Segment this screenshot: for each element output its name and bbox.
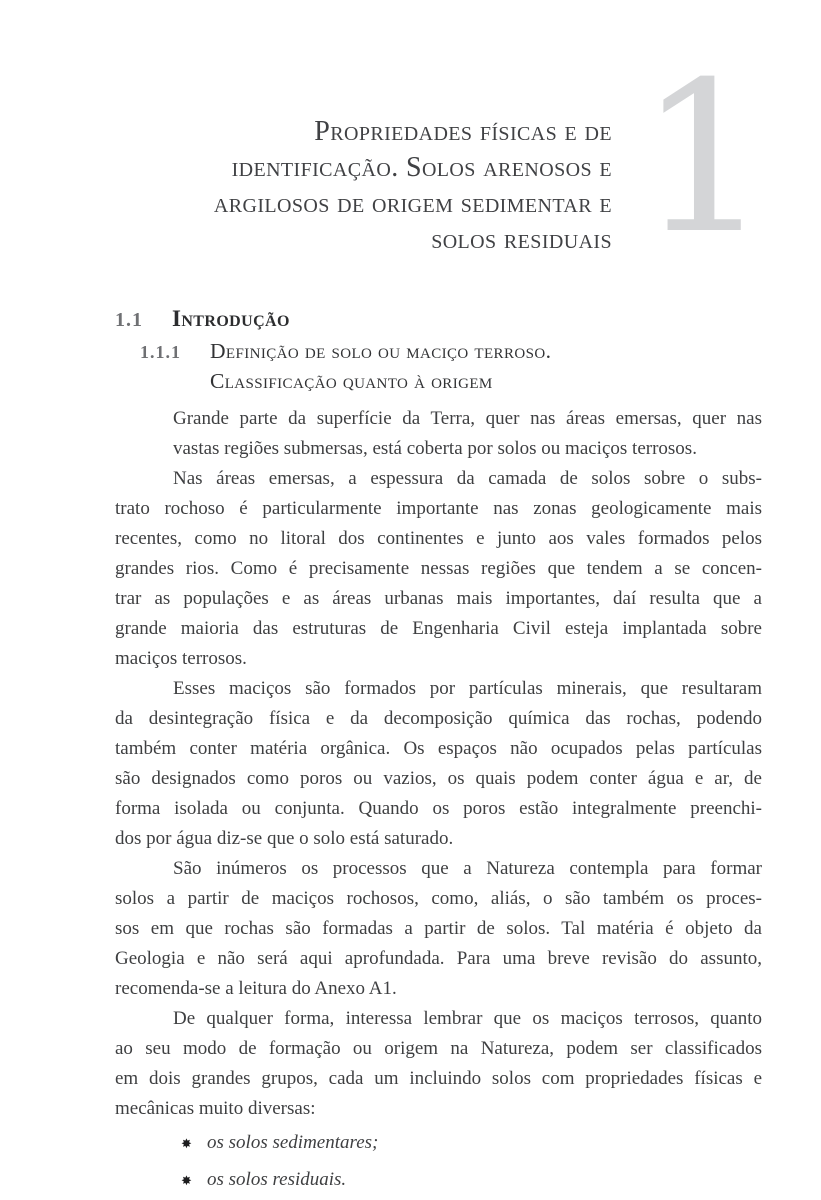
subsection-heading xyxy=(115,336,762,366)
bullet-list xyxy=(115,1132,762,1200)
paragraph xyxy=(115,1004,762,1124)
text-line: recomenda-se a leitura do Anexo A1. xyxy=(115,978,397,999)
subsection-heading-line2 xyxy=(115,366,762,396)
text-line: Esses maciços são formados por partículas minerais, que resultaram xyxy=(173,678,762,699)
text-line: grandes rios. Como é precisamente nessas regiões que tendem a se concen- xyxy=(115,558,762,579)
text-line: maciços terrosos. xyxy=(115,648,247,669)
section-number: 1.1 xyxy=(115,309,143,331)
text-line: também conter matéria orgânica. Os espaços não ocupados pelas partículas xyxy=(115,738,762,759)
chapter-title-line: identificação. Solos arenosos e xyxy=(231,152,612,183)
text-line: Grande parte da superfície da Terra, quer nas áreas emersas, quer nas xyxy=(173,408,762,429)
text-line: trar as populações e as áreas urbanas mais importantes, daí resulta que a xyxy=(115,588,762,609)
subsection-number: 1.1.1 xyxy=(140,342,181,362)
text-line: ao seu modo de formação ou origem na Natureza, podem ser classificados xyxy=(115,1038,762,1059)
star-bullet-icon: ✸ xyxy=(181,1137,192,1152)
bullet-text: os solos residuais. xyxy=(207,1169,347,1190)
text-line: São inúmeros os processos que a Natureza contempla para formar xyxy=(173,858,762,879)
text-line: solos a partir de maciços rochosos, como, aliás, o são também os proces- xyxy=(115,888,762,909)
paragraph xyxy=(115,854,762,1004)
text-line: Nas áreas emersas, a espessura da camada de solos sobre o subs- xyxy=(173,468,762,489)
text-line: da desintegração física e da decomposição química das rochas, podendo xyxy=(115,708,762,729)
chapter-title-line: Propriedades físicas e de xyxy=(314,116,612,147)
text-line: recentes, como no litoral dos continentes e junto aos vales formados pelos xyxy=(115,528,762,549)
text-line: grande maioria das estruturas de Engenharia Civil esteja implantada sobre xyxy=(115,618,762,639)
text-line: são designados como poros ou vazios, os quais podem conter água e ar, de xyxy=(115,768,762,789)
subsection-title-line2: Classificação quanto à origem xyxy=(210,369,493,393)
chapter-number: 1 xyxy=(638,38,771,280)
text-line: trato rochoso é particularmente importante nas zonas geologicamente mais xyxy=(115,498,762,519)
text-line: em dois grandes grupos, cada um incluindo solos com propriedades físicas e xyxy=(115,1068,762,1089)
chapter-title-line: argilosos de origem sedimentar e xyxy=(213,188,612,219)
text-line: De qualquer forma, interessa lembrar que os maciços terrosos, quanto xyxy=(173,1008,762,1029)
bullet-item xyxy=(181,1132,762,1169)
text-line: sos em que rochas são formadas a partir de solos. Tal matéria é objeto da xyxy=(115,918,762,939)
chapter-title-line: solos residuais xyxy=(431,224,612,255)
text-line: dos por água diz-se que o solo está saturado. xyxy=(115,828,454,849)
subsection-title-line1: Definição de solo ou maciço terroso. xyxy=(210,339,552,363)
text-line: vastas regiões submersas, está coberta por solos ou maciços terrosos. xyxy=(173,438,697,459)
page-content xyxy=(115,306,762,1200)
paragraph xyxy=(115,404,762,464)
bullet-item xyxy=(181,1169,762,1200)
section-title: Introdução xyxy=(172,306,290,331)
bullet-text: os solos sedimentares; xyxy=(207,1132,379,1153)
section-heading xyxy=(115,306,762,332)
star-bullet-icon: ✸ xyxy=(181,1174,192,1189)
chapter-title xyxy=(115,114,612,258)
text-line: forma isolada ou conjunta. Quando os poros estão integralmente preenchi- xyxy=(115,798,762,819)
body-paragraphs xyxy=(115,404,762,1124)
paragraph xyxy=(115,464,762,674)
paragraph xyxy=(115,674,762,854)
text-line: Geologia e não será aqui aprofundada. Para uma breve revisão do assunto, xyxy=(115,948,762,969)
text-line: mecânicas muito diversas: xyxy=(115,1098,316,1119)
